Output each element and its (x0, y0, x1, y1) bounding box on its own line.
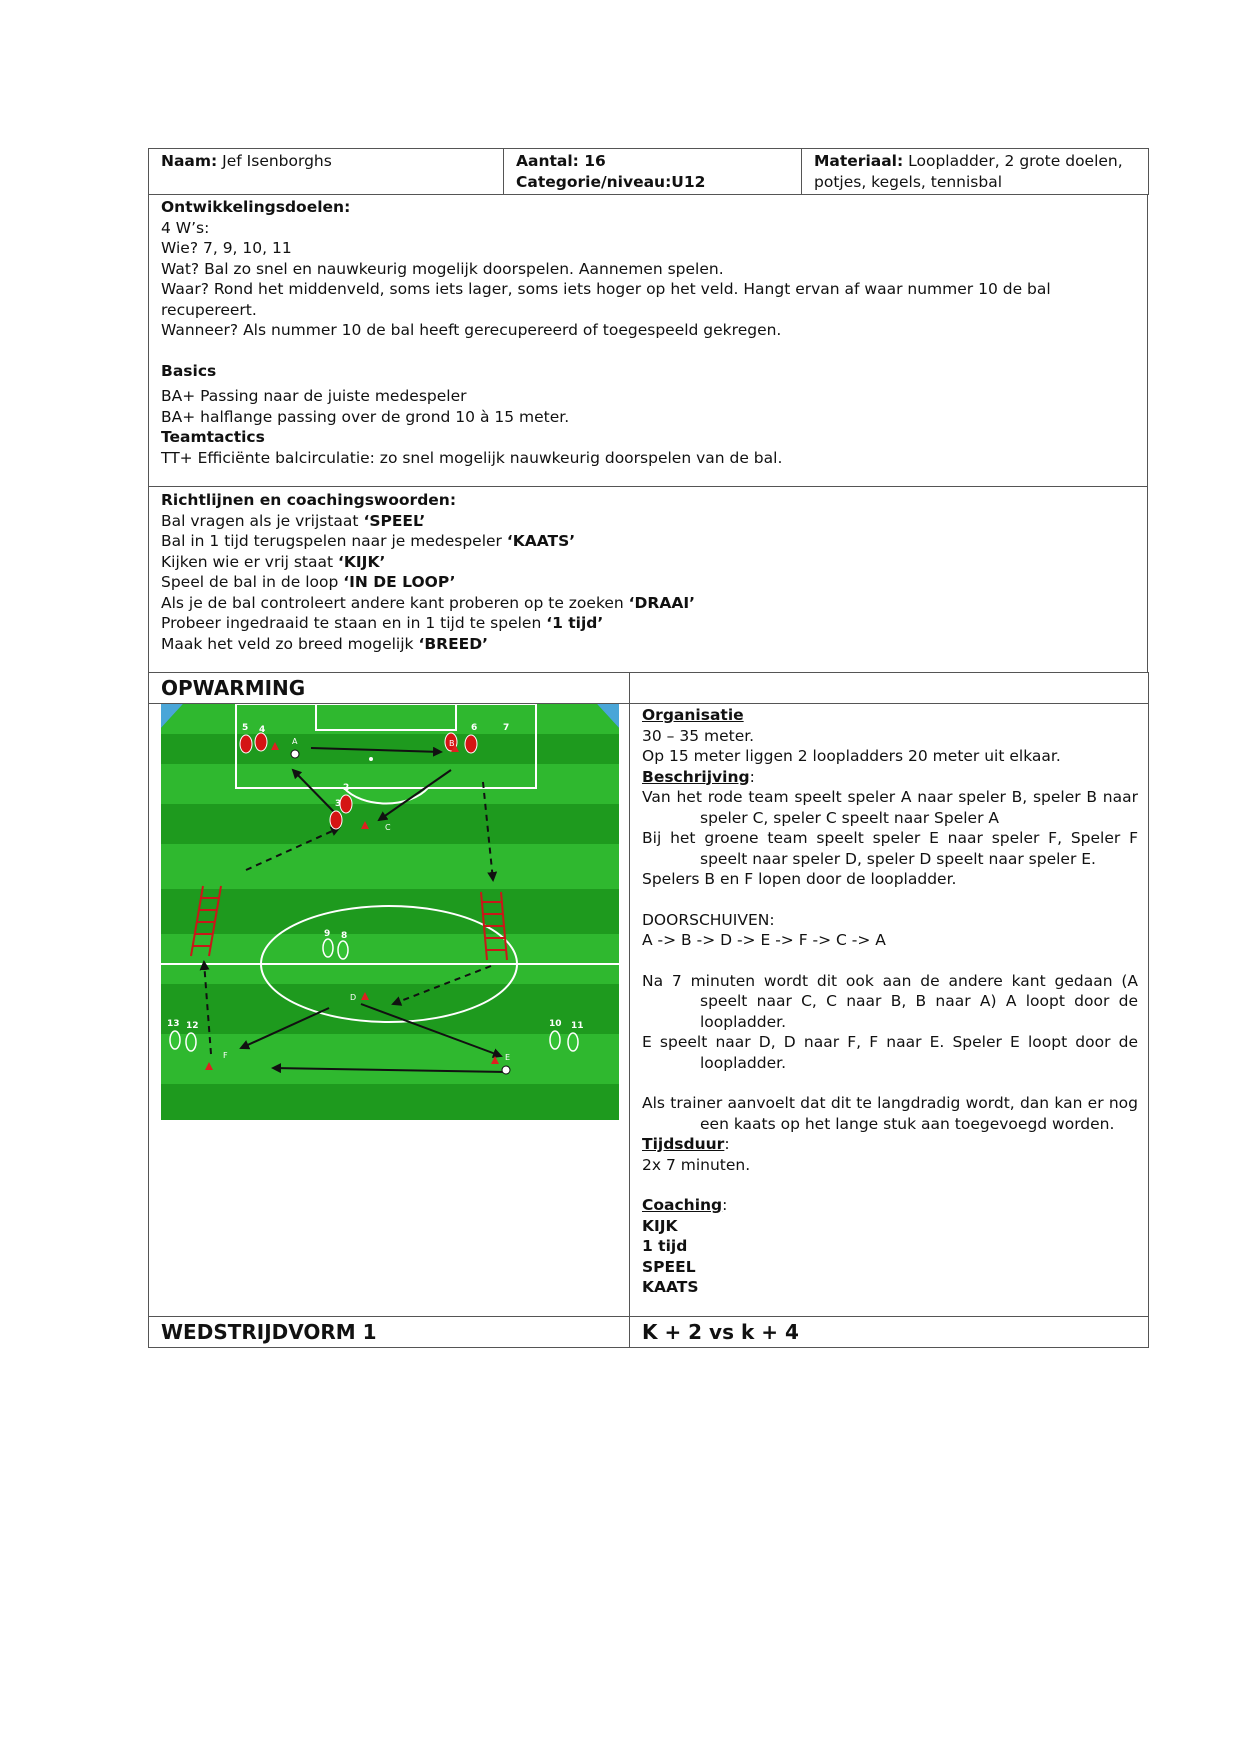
organisatie-line: 30 – 35 meter. (642, 726, 755, 745)
naam-cell (149, 149, 504, 195)
beschrijving-heading: Beschrijving (642, 767, 750, 786)
beschrijving-line: Bij het groene team speelt speler E naar speler F, Speler F speelt naar speler D, speler D speelt naar speler E. (642, 829, 1138, 868)
coaching-word: KAATS (642, 1278, 699, 1296)
player-5 (240, 735, 252, 753)
opwarming-title-empty (630, 673, 1149, 704)
player-3 (330, 811, 342, 829)
materiaal-label: Materiaal: (814, 152, 904, 170)
opwarming-title: OPWARMING (149, 673, 630, 704)
teamtactics-line: TT+ Efficiënte balcirculatie: zo snel mogelijk nauwkeurig doorspelen van de bal. (161, 448, 783, 467)
player-13 (170, 1031, 180, 1049)
opwarming-table (148, 672, 1149, 1348)
header-table (148, 148, 1149, 195)
label-10: 10 (549, 1019, 562, 1029)
pitch-cell (149, 704, 630, 1317)
label-a: A (292, 737, 298, 746)
naam-value: Jef Isenborghs (217, 152, 332, 170)
ball-e (502, 1066, 510, 1074)
materiaal-cell (802, 149, 1149, 195)
trainer-line: Als trainer aanvoelt dat dit te langdradig wordt, dan kan er nog een kaats op het lange stuk aan toegevoegd worden. (642, 1094, 1138, 1133)
label-2: 2 (343, 783, 350, 793)
label-e: E (505, 1053, 511, 1062)
player-9 (323, 939, 333, 957)
player-2 (340, 795, 352, 813)
extra-line: Na 7 minuten wordt dit ook aan de andere kant gedaan (A speelt naar C, C naar B, B naar A) A loopt door de loopladder. (642, 971, 1138, 1031)
player-11 (568, 1033, 578, 1051)
doorschuiven-text: A -> B -> D -> E -> F -> C -> A (642, 931, 886, 949)
richtlijn-item: Als je de bal controleert andere kant proberen op te zoeken ‘DRAAI’ (161, 593, 696, 612)
organisatie-heading: Organisatie (642, 706, 744, 724)
label-6: 6 (471, 723, 478, 733)
basics-line: BA+ halflange passing over de grond 10 à 15 meter. (161, 407, 570, 426)
ball-a (291, 750, 299, 758)
richtlijn-item: Bal in 1 tijd terugspelen naar je medespeler ‘KAATS’ (161, 532, 576, 550)
aantal-cell (504, 149, 802, 195)
coaching-word: 1 tijd (642, 1237, 688, 1255)
player-12 (186, 1033, 196, 1051)
ontwikkeling-line: Wat? Bal zo snel en nauwkeurig mogelijk doorspelen. Aannemen spelen. (161, 259, 724, 278)
header-row (149, 149, 1149, 195)
richtlijnen-table (148, 486, 1148, 673)
coaching-word: KIJK (642, 1216, 678, 1235)
player-10 (550, 1031, 560, 1049)
coaching-word: SPEEL (642, 1257, 696, 1276)
training-pitch-diagram (161, 704, 619, 1120)
tijdsduur-heading: Tijdsduur (642, 1135, 725, 1153)
label-9: 9 (324, 929, 331, 939)
pitch-grass (161, 704, 619, 1120)
penalty-spot (369, 757, 373, 761)
label-3: 3 (335, 799, 342, 809)
richtlijn-item: Bal vragen als je vrijstaat ‘SPEEL’ (161, 511, 426, 530)
richtlijn-item: Kijken wie er vrij staat ‘KIJK’ (161, 552, 386, 571)
ontwikkeling-heading: Ontwikkelingsdoelen: (161, 198, 351, 216)
beschrijving-line: Spelers B en F lopen door de loopladder. (642, 870, 957, 888)
wedstrijdvorm-format: K + 2 vs k + 4 (630, 1317, 1149, 1348)
coaching-heading: Coaching (642, 1196, 723, 1214)
player-8 (338, 941, 348, 959)
organisatie-line: Op 15 meter liggen 2 loopladders 20 meter uit elkaar. (642, 747, 1061, 765)
ontwikkeling-line: 4 W’s: (161, 218, 210, 237)
materiaal-value: Loopladder, 2 grote doelen, potjes, kegels, tennisbal (814, 152, 1123, 191)
opwarming-text-cell: Organisatie 30 – 35 meter. Op 15 meter liggen 2 loopladders 20 meter uit elkaar. Beschrijving: Van het rode team speelt speler A naar speler B, speler B naar speler C, speler C speelt naar Speler A Bij het groene team speelt speler E naar speler F, Speler F speelt naar speler D, speler D speelt naar speler E. Spelers B en F lopen door de loopladder. DOORSCHUIVEN: A -> B -> D -> E -> F -> C -> A Na 7 minuten wordt dit ook aan de andere kant gedaan (A speelt naar C, C naar B, B naar A) A loopt door de loopladder. E speelt naar D, D naar F, F naar E. Speler E loopt door de loopladder. Als trainer aanvoelt dat dit te langdradig wordt, dan kan er nog een kaats op het lange stuk aan toegevoegd worden. Tijdsduur: 2x 7 minuten. Coaching: KIJK 1 tijd SPEEL KAATS (630, 704, 1149, 1317)
doorschuiven-heading: DOORSCHUIVEN: (642, 910, 775, 929)
teamtactics-heading: Teamtactics (161, 428, 265, 446)
extra-line: E speelt naar D, D naar F, F naar E. Speler E loopt door de loopladder. (642, 1033, 1138, 1072)
richtlijnen-cell (149, 487, 1148, 673)
label-8: 8 (341, 931, 348, 941)
player-7 (465, 735, 477, 753)
aantal-text: Aantal: 16 (516, 152, 606, 170)
player-4 (255, 733, 267, 751)
label-f: F (223, 1051, 228, 1060)
label-12: 12 (186, 1021, 199, 1031)
richtlijn-item: Maak het veld zo breed mogelijk ‘BREED’ (161, 634, 489, 653)
beschrijving-line: Van het rode team speelt speler A naar speler B, speler B naar speler C, speler C speelt naar Speler A (642, 788, 1138, 827)
label-13: 13 (167, 1019, 180, 1029)
naam-label: Naam: (161, 152, 218, 170)
ontwikkeling-line: Wie? 7, 9, 10, 11 (161, 239, 292, 257)
ontwikkeling-cell (149, 195, 1148, 487)
label-11: 11 (571, 1021, 584, 1031)
richtlijn-item: Speel de bal in de loop ‘IN DE LOOP’ (161, 573, 456, 591)
wedstrijdvorm-title: WEDSTRIJDVORM 1 (149, 1317, 630, 1348)
richtlijn-item: Probeer ingedraaid te staan en in 1 tijd te spelen ‘1 tijd’ (161, 614, 604, 632)
label-4: 4 (259, 725, 266, 735)
richtlijnen-heading: Richtlijnen en coachingswoorden: (161, 491, 457, 509)
label-7: 7 (503, 723, 510, 733)
label-b: B (449, 739, 455, 748)
document-page (148, 148, 1148, 1348)
ontwikkeling-line: Waar? Rond het middenveld, soms iets lager, soms iets hoger op het veld. Hangt ervan af waar nummer 10 de bal recupereert. (161, 280, 1051, 319)
categorie-text: Categorie/niveau:U12 (516, 172, 706, 191)
ontwikkeling-line: Wanneer? Als nummer 10 de bal heeft gerecupereerd of toegespeeld gekregen. (161, 321, 782, 339)
ontwikkeling-table (148, 194, 1148, 487)
basics-heading: Basics (161, 361, 217, 380)
label-c: C (385, 823, 391, 832)
basics-line: BA+ Passing naar de juiste medespeler (161, 387, 467, 405)
label-5: 5 (242, 723, 249, 733)
tijdsduur-text: 2x 7 minuten. (642, 1155, 751, 1174)
label-d: D (350, 993, 357, 1002)
